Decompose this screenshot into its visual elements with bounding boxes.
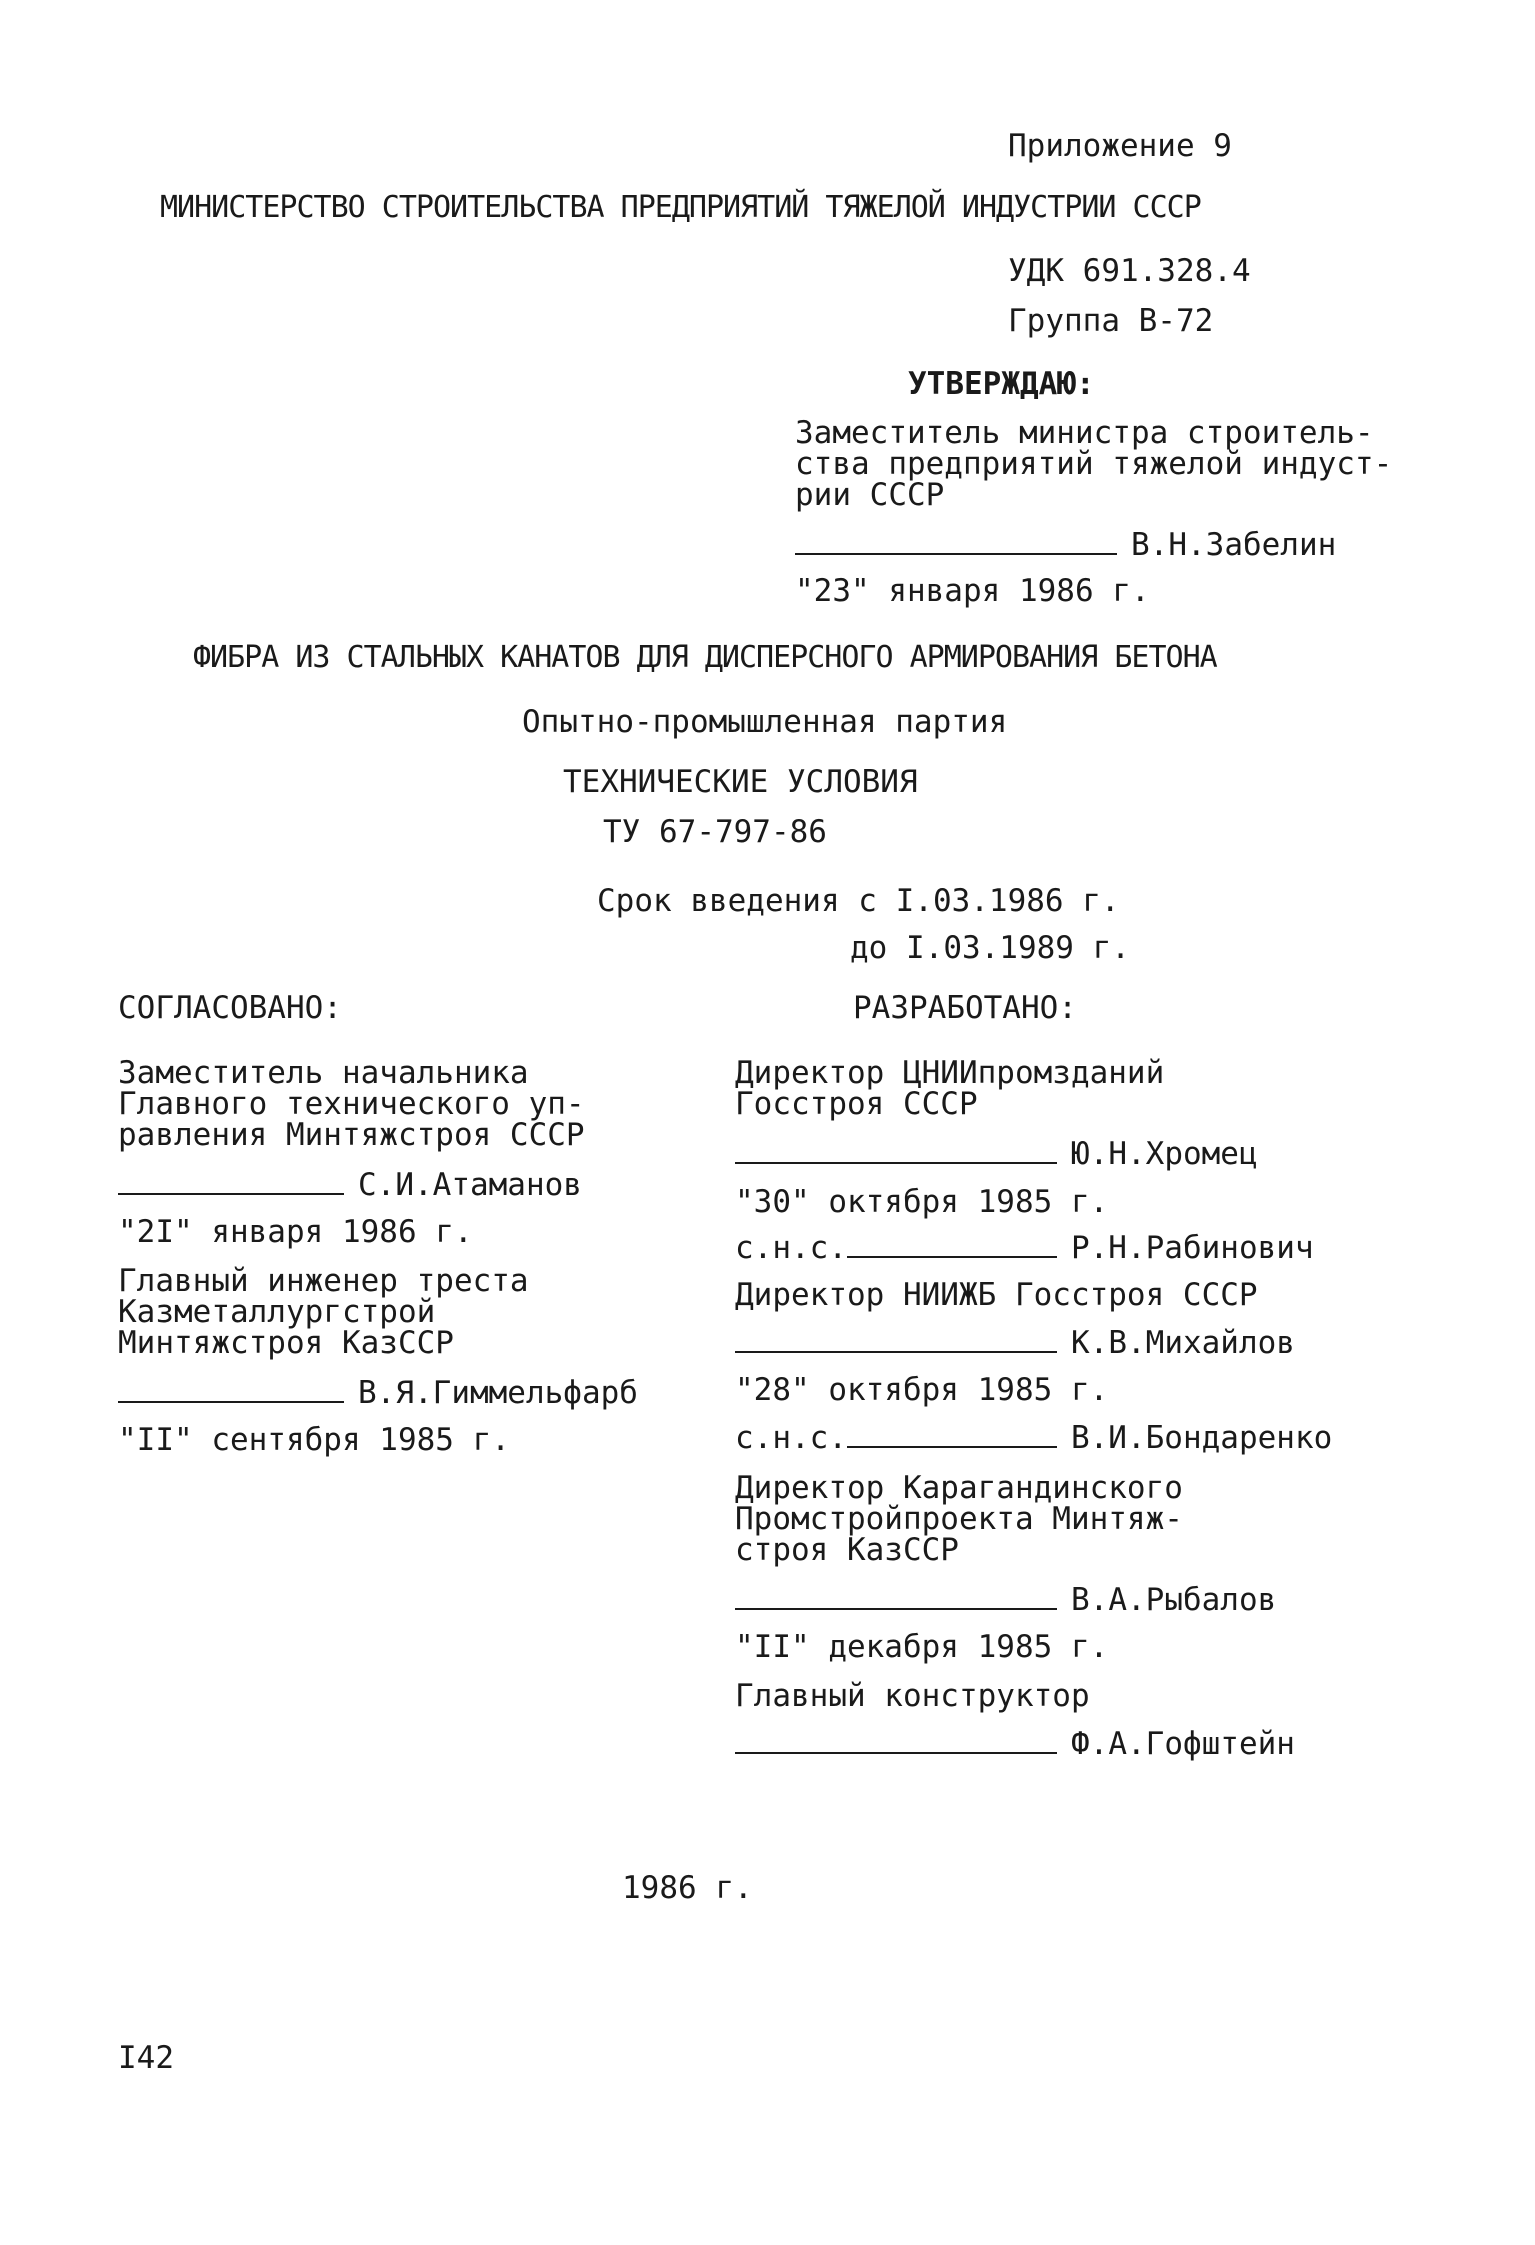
agreed-person1-position — [118, 1055, 585, 1153]
approval-heading: УТВЕРЖДАЮ: — [908, 366, 1095, 402]
agreed-person2-position — [118, 1263, 529, 1361]
agreed-person2-signature-row — [118, 1375, 638, 1412]
spec-code: ТУ 67-797-86 — [603, 814, 827, 850]
developed-org2-signature-row — [735, 1325, 1295, 1362]
page-number: I42 — [118, 2040, 174, 2076]
agreed-position-line: равления Минтяжстроя СССР — [118, 1117, 585, 1153]
developed-org-line: Директор ЦНИИпромзданий — [735, 1055, 1165, 1091]
developed-org1-signature-row — [735, 1136, 1258, 1173]
approval-position-line: Заместитель министра строитель- — [795, 415, 1374, 451]
developed-org2-snc-name: В.И.Бондаренко — [1070, 1420, 1333, 1456]
chief-designer-signature-row — [735, 1726, 1295, 1763]
udk-code: УДК 691.328.4 — [1008, 253, 1251, 289]
developed-org2-snc-row — [735, 1420, 1332, 1457]
chief-designer-label: Главный конструктор — [735, 1678, 1090, 1714]
signature-line — [847, 1230, 1057, 1258]
signature-line — [735, 1325, 1057, 1353]
agreed-position-line: Заместитель начальника — [118, 1055, 529, 1091]
developed-org1-name: Ю.Н.Хромец — [1071, 1136, 1258, 1172]
document-year: 1986 г. — [622, 1870, 753, 1906]
document-title: ФИБРА ИЗ СТАЛЬНЫХ КАНАТОВ ДЛЯ ДИСПЕРСНОГО АРМИРОВАНИЯ БЕТОНА — [193, 640, 1217, 675]
agreed-position-line: Главного технического уп- — [118, 1086, 585, 1122]
validity-to: до I.03.1989 г. — [850, 930, 1130, 966]
ministry-heading: МИНИСТЕРСТВО СТРОИТЕЛЬСТВА ПРЕДПРИЯТИЙ ТЯЖЕЛОЙ ИНДУСТРИИ СССР — [160, 190, 1201, 225]
developed-org1-snc-name: Р.Н.Рабинович — [1070, 1230, 1314, 1266]
developed-org2-name: К.В.Михайлов — [1071, 1325, 1295, 1361]
signature-line — [735, 1726, 1057, 1754]
document-subtitle: Опытно-промышленная партия — [522, 704, 1008, 740]
snc-label: с.н.с. — [735, 1230, 847, 1266]
agreed-position-line: Главный инженер треста — [118, 1263, 529, 1299]
signature-line — [847, 1420, 1057, 1448]
developed-org3 — [735, 1470, 1183, 1568]
developed-org-line: Промстройпроекта Минтяж- — [735, 1501, 1183, 1537]
appendix-label: Приложение 9 — [1008, 128, 1232, 164]
approval-position — [795, 415, 1393, 513]
signature-line — [735, 1582, 1057, 1610]
approval-position-line: ства предприятий тяжелой индуст- — [795, 446, 1393, 482]
group-code: Группа В-72 — [1008, 303, 1214, 339]
agreed-person2-date: "II" сентября 1985 г. — [118, 1422, 510, 1458]
validity-from: Срок введения с I.03.1986 г. — [597, 883, 1120, 919]
approval-position-line: рии СССР — [795, 477, 945, 513]
signature-line — [118, 1167, 344, 1195]
signature-line — [118, 1375, 344, 1403]
developed-org3-date: "II" декабря 1985 г. — [735, 1629, 1109, 1665]
developed-org2: Директор НИИЖБ Госстроя СССР — [735, 1277, 1258, 1313]
agreed-heading: СОГЛАСОВАНО: — [118, 990, 342, 1026]
approval-date: "23" января 1986 г. — [795, 573, 1150, 609]
developed-heading: РАЗРАБОТАНО: — [853, 990, 1077, 1026]
developed-org2-date: "28" октября 1985 г. — [735, 1372, 1109, 1408]
developed-org1-snc-row — [735, 1230, 1314, 1267]
spec-label: ТЕХНИЧЕСКИЕ УСЛОВИЯ — [563, 764, 918, 800]
snc-label: с.н.с. — [735, 1420, 847, 1456]
signature-line — [735, 1136, 1057, 1164]
signature-line — [795, 527, 1117, 555]
approval-name: В.Н.Забелин — [1131, 527, 1337, 563]
developed-org3-name: В.А.Рыбалов — [1071, 1582, 1277, 1618]
developed-org1-date: "30" октября 1985 г. — [735, 1184, 1109, 1220]
chief-designer-name: Ф.А.Гофштейн — [1071, 1726, 1295, 1762]
agreed-person1-date: "2I" января 1986 г. — [118, 1214, 473, 1250]
agreed-position-line: Казметаллургстрой — [118, 1294, 436, 1330]
agreed-person1-name: С.И.Атаманов — [358, 1167, 582, 1203]
agreed-person2-name: В.Я.Гиммельфарб — [358, 1375, 638, 1411]
agreed-person1-signature-row — [118, 1167, 582, 1204]
approval-signature-row — [795, 527, 1336, 564]
developed-org-line: Госстроя СССР — [735, 1086, 978, 1122]
developed-org3-signature-row — [735, 1582, 1276, 1619]
developed-org-line: строя КазССР — [735, 1532, 959, 1568]
agreed-position-line: Минтяжстроя КазССР — [118, 1325, 454, 1361]
developed-org1 — [735, 1055, 1165, 1122]
developed-org-line: Директор Карагандинского — [735, 1470, 1183, 1506]
